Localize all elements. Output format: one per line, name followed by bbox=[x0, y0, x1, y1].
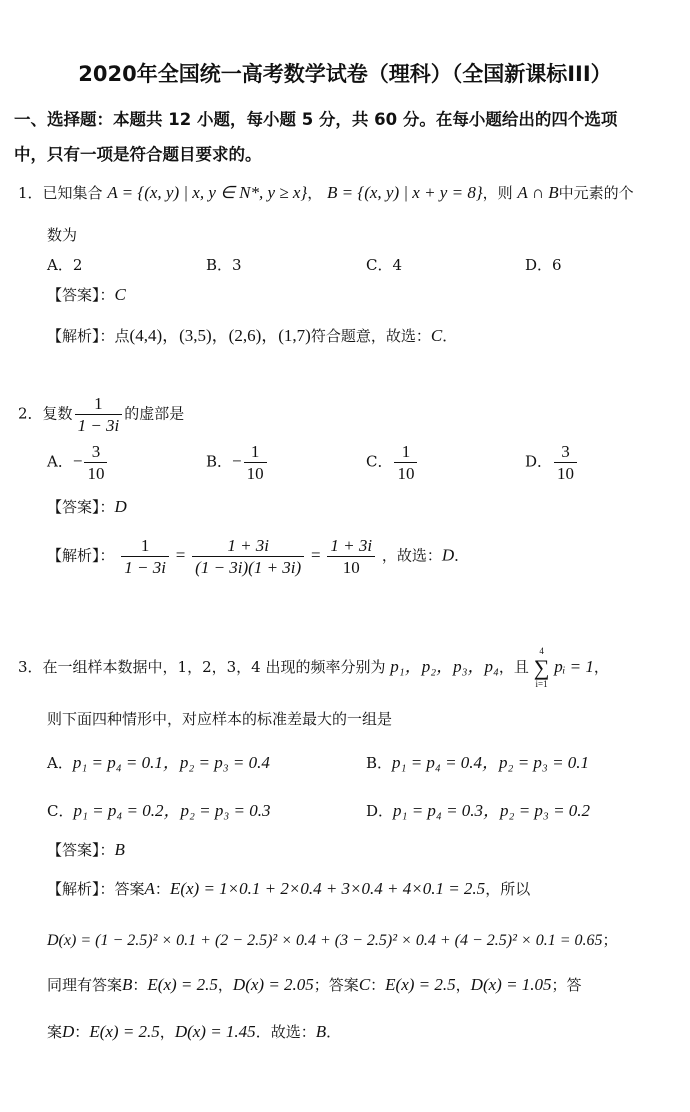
option-value: p₁ = p₄ = 0.1，p₂ = p₃ = 0.4 bbox=[72, 753, 270, 772]
analysis-math: E(x) = 2.5 bbox=[89, 1022, 160, 1041]
fraction-numerator: 3 bbox=[554, 441, 577, 463]
question-2-number: 2． bbox=[18, 404, 43, 423]
answer-label: 【答案】： bbox=[47, 498, 115, 516]
option-label: B． bbox=[206, 256, 233, 274]
q1-option-c[interactable] bbox=[366, 254, 402, 275]
option-label: A． bbox=[47, 452, 73, 471]
analysis-text: 符合题意，故选： bbox=[310, 327, 431, 345]
question-3-stem bbox=[18, 646, 609, 690]
analysis-choice: C bbox=[358, 975, 371, 994]
answer-label: 【答案】： bbox=[47, 286, 115, 304]
q2-answer bbox=[47, 496, 127, 517]
option-value: p₁ = p₄ = 0.4，p₂ = p₃ = 0.1 bbox=[392, 753, 590, 772]
analysis-math: D(x) = (1 − 2.5)² × 0.1 + (2 − 2.5)² × 0.4 + (3 − 2.5)² × 0.4 + (4 − 2.5)² × 0.1 = 0.65 bbox=[47, 932, 603, 949]
question-2-fraction bbox=[75, 393, 123, 436]
option-value: 2 bbox=[72, 256, 83, 274]
q1-analysis bbox=[47, 321, 457, 346]
q3-option-c[interactable] bbox=[47, 796, 271, 821]
question-3-mid: ，且 bbox=[498, 658, 529, 676]
analysis-fraction-2 bbox=[192, 535, 304, 578]
analysis-choice: B bbox=[315, 1022, 327, 1041]
analysis-text: ． bbox=[442, 327, 458, 345]
option-label: A． bbox=[47, 754, 73, 772]
fraction-denominator: 1 − 3i bbox=[77, 416, 120, 435]
q2-option-b[interactable] bbox=[206, 441, 269, 484]
option-fraction bbox=[244, 441, 267, 484]
question-2-tail: 的虚部是 bbox=[124, 404, 185, 423]
analysis-math: E(x) = 2.5 bbox=[147, 975, 218, 994]
analysis-math: D(x) = 1.05 bbox=[470, 975, 552, 994]
analysis-text: ，故选： bbox=[381, 546, 442, 565]
question-1-number: 1． bbox=[18, 184, 43, 202]
analysis-text: 点 bbox=[114, 327, 130, 345]
fraction-numerator: 1 + 3i bbox=[192, 535, 304, 557]
option-fraction bbox=[394, 441, 417, 484]
analysis-choice: D bbox=[441, 545, 455, 565]
option-value: 3 bbox=[232, 256, 242, 274]
option-label: B． bbox=[206, 452, 233, 471]
fraction-numerator: 1 bbox=[244, 441, 267, 463]
option-value: p₁ = p₄ = 0.3，p₂ = p₃ = 0.2 bbox=[393, 801, 591, 820]
fraction-numerator: 1 bbox=[121, 535, 169, 557]
analysis-math: D(x) = 2.05 bbox=[232, 975, 314, 994]
analysis-math: D(x) = 1.45 bbox=[174, 1022, 256, 1041]
q1-option-a[interactable] bbox=[47, 254, 82, 275]
question-1-set-b: B = {(x, y) | x + y = 8} bbox=[327, 183, 483, 202]
option-label: D． bbox=[525, 452, 553, 471]
question-3-stem-line2: 则下面四种情形中，对应样本的标准差最大的一组是 bbox=[47, 710, 393, 728]
option-label: C． bbox=[366, 256, 393, 274]
q2-option-c[interactable] bbox=[366, 441, 419, 484]
q1-option-d[interactable] bbox=[525, 254, 562, 275]
analysis-text: ： bbox=[154, 880, 170, 898]
question-1-set-a: A = {(x, y) | x, y ∈ N*, y ≥ x} bbox=[107, 183, 308, 202]
option-label: B． bbox=[366, 754, 393, 772]
fraction-denominator: 10 bbox=[246, 464, 264, 483]
question-3-tail: ， bbox=[593, 658, 609, 676]
analysis-text: 答案 bbox=[114, 880, 145, 898]
analysis-text: ； bbox=[602, 931, 618, 949]
question-1-mid: ，则 bbox=[482, 184, 513, 202]
q3-analysis-line2 bbox=[47, 929, 618, 950]
fraction-numerator: 1 + 3i bbox=[327, 535, 375, 557]
fraction-denominator: 10 bbox=[397, 464, 415, 483]
q3-answer bbox=[47, 839, 125, 860]
q3-analysis-line1 bbox=[47, 878, 530, 899]
q1-answer bbox=[47, 284, 126, 305]
option-fraction bbox=[84, 441, 107, 484]
option-value: 4 bbox=[392, 256, 403, 274]
q3-option-a[interactable] bbox=[47, 748, 270, 773]
analysis-text: ，所以 bbox=[485, 880, 531, 898]
q2-option-a[interactable] bbox=[47, 441, 109, 484]
sum-sigma: ∑ bbox=[533, 655, 550, 680]
fraction-numerator: 1 bbox=[394, 441, 417, 463]
option-sign: − bbox=[232, 451, 242, 471]
option-label: C． bbox=[47, 802, 74, 820]
question-3-probabilities: p₁，p₂，p₃，p₄ bbox=[390, 657, 499, 676]
analysis-choice: D bbox=[62, 1022, 75, 1041]
option-label: C． bbox=[366, 452, 393, 471]
q3-analysis-line4: 案D：E(x) = 2.5，D(x) = 1.45．故选：B． bbox=[47, 1022, 342, 1041]
analysis-text: ；答 bbox=[551, 976, 582, 994]
analysis-fraction-3 bbox=[327, 535, 375, 578]
section-header-line2: 中，只有一项是符合题目要求的。 bbox=[14, 145, 262, 164]
question-1-stem-line2: 数为 bbox=[47, 226, 78, 244]
q2-option-d[interactable] bbox=[525, 441, 579, 484]
option-value: p₁ = p₄ = 0.2，p₂ = p₃ = 0.3 bbox=[73, 801, 271, 820]
question-3-number: 3． bbox=[18, 658, 43, 676]
option-label: A． bbox=[47, 256, 73, 274]
option-fraction bbox=[554, 441, 577, 484]
sum-lower-limit: i=1 bbox=[535, 679, 548, 689]
sum-upper-limit: 4 bbox=[539, 646, 544, 656]
question-1-tail: 中元素的个 bbox=[558, 184, 634, 202]
analysis-label: 【解析】： bbox=[47, 546, 115, 565]
fraction-denominator: (1 − 3i)(1 + 3i) bbox=[195, 558, 302, 577]
answer-value: D bbox=[114, 497, 127, 516]
answer-value: C bbox=[114, 285, 126, 304]
option-label: D． bbox=[525, 256, 553, 274]
question-1-stem bbox=[18, 182, 634, 203]
analysis-fraction-1 bbox=[121, 535, 169, 578]
option-label: D． bbox=[366, 802, 394, 820]
analysis-text: ．故选： bbox=[255, 1023, 316, 1041]
fraction-denominator: 10 bbox=[87, 464, 105, 483]
question-1-intersection: A ∩ B bbox=[517, 183, 559, 202]
q3-option-d[interactable] bbox=[366, 796, 590, 821]
analysis-math: E(x) = 1×0.1 + 2×0.4 + 3×0.4 + 4×0.1 = 2.5 bbox=[169, 879, 486, 898]
q1-option-b[interactable] bbox=[206, 254, 242, 275]
question-1-intro: 已知集合 bbox=[42, 184, 103, 202]
q3-analysis-line3: 同理有答案B：E(x) = 2.5，D(x) = 2.05；答案C：E(x) = 2.5，D(x) = 1.05；答 bbox=[47, 975, 582, 994]
question-3-intro: 在一组样本数据中，1，2，3，4 出现的频率分别为 bbox=[42, 658, 386, 676]
analysis-text: ；答案 bbox=[313, 976, 359, 994]
fraction-denominator: 10 bbox=[557, 464, 575, 483]
page-title: 2020年全国统一高考数学试卷（理科）（全国新课标III） bbox=[78, 62, 612, 86]
question-2-intro: 复数 bbox=[42, 404, 73, 423]
analysis-choice: A bbox=[144, 879, 155, 898]
analysis-label: 【解析】： bbox=[47, 327, 115, 345]
analysis-text: ． bbox=[454, 546, 470, 565]
analysis-choice: B bbox=[122, 975, 133, 994]
fraction-denominator: 1 − 3i bbox=[124, 558, 166, 577]
q2-analysis bbox=[47, 535, 469, 578]
analysis-equals: = bbox=[310, 545, 321, 565]
question-2-stem bbox=[18, 393, 184, 436]
answer-value: B bbox=[114, 840, 125, 859]
q3-option-b[interactable] bbox=[366, 748, 589, 773]
fraction-denominator: 10 bbox=[342, 558, 360, 577]
analysis-text: 案 bbox=[47, 1023, 63, 1041]
analysis-math: E(x) = 2.5 bbox=[385, 975, 456, 994]
option-value: 6 bbox=[552, 256, 562, 274]
analysis-text: ． bbox=[326, 1023, 342, 1041]
answer-label: 【答案】： bbox=[47, 841, 115, 859]
analysis-equals: = bbox=[175, 545, 186, 565]
fraction-numerator: 1 bbox=[75, 393, 123, 415]
section-header-line1: 一、选择题：本题共 12 小题，每小题 5 分，共 60 分。在每小题给出的四个选项 bbox=[14, 110, 618, 129]
question-3-sum-expression: pᵢ = 1 bbox=[554, 657, 594, 676]
fraction-numerator: 3 bbox=[84, 441, 107, 463]
question-1-sep: ， bbox=[307, 184, 323, 202]
analysis-text: 同理有答案 bbox=[47, 976, 123, 994]
summation-symbol bbox=[534, 646, 550, 690]
analysis-choice: C bbox=[430, 326, 443, 345]
option-sign: − bbox=[72, 451, 83, 471]
analysis-label: 【解析】： bbox=[47, 880, 115, 898]
analysis-math: (4,4)，(3,5)，(2,6)，(1,7) bbox=[129, 326, 311, 345]
